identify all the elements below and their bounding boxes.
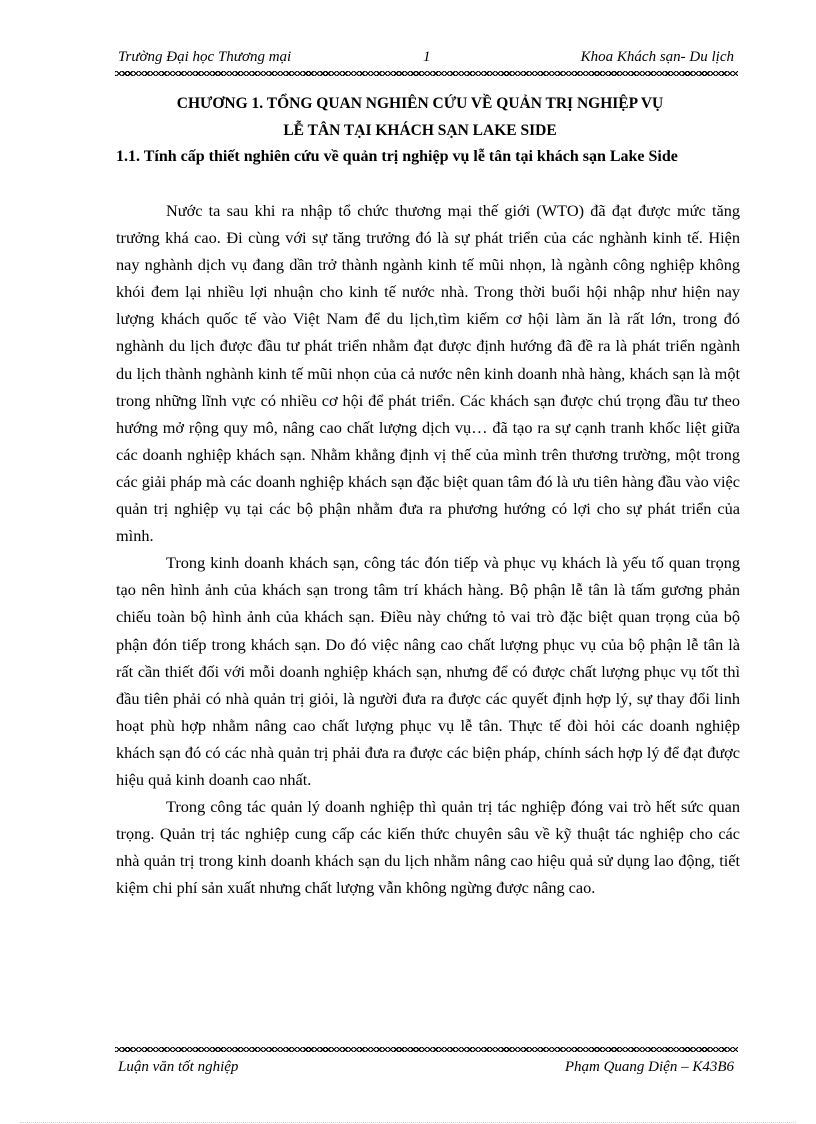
paragraph-3: Trong công tác quản lý doanh nghiệp thì quản trị tác nghiệp đóng vai trò hết sức quan trọng. Quản trị tác nghiệp cung cấp các kiến thức chuyên sâu về kỹ thuật tác nghiệp cho các nhà quản trị trong kinh doanh khách sạn du lịch nhằm nâng cao hiệu quả sử dụng lao động, tiết kiệm chi phí sản xuất nhưng chất lượng vẫn không ngừng được nâng cao.	[116, 797, 740, 898]
chapter-title-line-2: LỄ TÂN TẠI KHÁCH SẠN LAKE SIDE	[283, 122, 557, 139]
header-wavy-divider	[115, 71, 738, 76]
header-page-number: 1	[423, 49, 431, 65]
footer-wavy-divider	[115, 1047, 738, 1052]
section-heading: 1.1. Tính cấp thiết nghiên cứu về quản trị nghiệp vụ lễ tân tại khách sạn Lake Side	[116, 148, 678, 165]
header-faculty: Khoa Khách sạn- Du lịch	[580, 49, 734, 65]
header-school: Trường Đại học Thương mại	[118, 49, 292, 65]
page-header	[118, 47, 734, 71]
footer-thesis-label: Luận văn tốt nghiệp	[118, 1059, 239, 1075]
footer-author: Phạm Quang Diện – K43B6	[564, 1059, 734, 1075]
page-footer	[118, 1057, 734, 1081]
chapter-title-line-1: CHƯƠNG 1. TỔNG QUAN NGHIÊN CỨU VỀ QUẢN TRỊ NGHIỆP VỤ	[176, 95, 664, 112]
body-content	[116, 197, 740, 901]
paragraph-2: Trong kinh doanh khách sạn, công tác đón tiếp và phục vụ khách là yếu tố quan trọng tạo nên hình ảnh của khách sạn trong tâm trí khách hàng. Bộ phận lễ tân là tấm gương phản chiếu toàn bộ hình ảnh của khách sạn. Điều này chứng tỏ vai trò đặc biệt quan trọng của bộ phận đón tiếp trong khách sạn. Do đó việc nâng cao chất lượng phục vụ của bộ phận lễ tân là rất cần thiết đối với mỗi doanh nghiệp khách sạn, nhưng để có được chất lượng phục vụ tốt thì đầu tiên phải có nhà quản trị giỏi, là người đưa ra được các quyết định hợp lý, sự thay đổi linh hoạt phù hợp nhằm nâng cao chất lượng phục vụ lễ tân. Thực tế đòi hỏi các doanh nghiệp khách sạn đó có các nhà quản trị phải đưa ra được các biện pháp, chính sách hợp lý để đạt được hiệu quả kinh doanh cao nhất.	[116, 553, 740, 789]
paragraph-1: Nước ta sau khi ra nhập tổ chức thương mại thế giới (WTO) đã đạt được mức tăng trưởng khá cao. Đi cùng với sự tăng trưởng đó là sự phát triển của các nghành kinh tế. Hiện nay nghành dịch vụ đang dần trở thành ngành kinh tế mũi nhọn, là ngành công nghiệp không khói đem lại nhiều lợi nhuận cho kinh tế nước nhà. Trong thời buổi hội nhập như hiện nay lượng khách quốc tế vào Việt Nam để du lịch,tìm kiếm cơ hội làm ăn là rất lớn, trong đó nghành du lịch được đầu tư phát triển nhằm đạt được định hướng đã đề ra là phát triển ngành du lịch thành nghành kinh tế mũi nhọn của cả nước nên kinh doanh nhà hàng, khách sạn là một trong những lĩnh vực có nhiều cơ hội để phát triển. Các khách sạn được chú trọng đầu tư theo hướng mở rộng quy mô, nâng cao chất lượng dịch vụ… đã tạo ra sự cạnh tranh khốc liệt giữa các doanh nghiệp khách sạn. Nhằm khẳng định vị thế của mình trên thương trường, một trong các giải pháp mà các doanh nghiệp khách sạn đặc biệt quan tâm đó là ưu tiên hàng đầu vào việc quản trị nghiệp vụ tại các bộ phận nhằm đưa ra phương hướng có lợi cho sự phát triển của mình.	[116, 201, 740, 546]
